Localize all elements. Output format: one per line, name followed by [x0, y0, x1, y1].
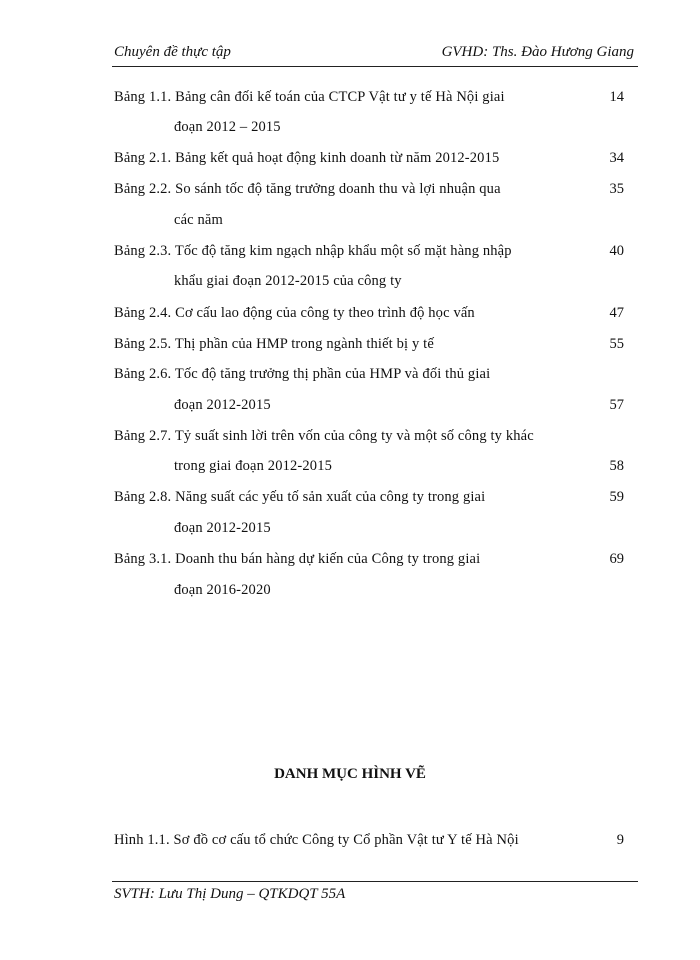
page-footer: SVTH: Lưu Thị Dung – QTKDQT 55A: [114, 886, 346, 902]
entry-page: 40: [609, 243, 624, 259]
toc-entry[interactable]: [114, 150, 499, 167]
entry-label: Bảng 1.1.: [114, 89, 172, 105]
entry-label: Hình 1.1.: [114, 832, 170, 848]
entry-page: 57: [609, 397, 624, 413]
entry-page: 9: [616, 832, 624, 848]
entry-title-cont: khẩu giai đoạn 2012-2015 của công ty: [174, 273, 402, 289]
entry-title-cont: các năm: [174, 212, 223, 228]
entry-title: So sánh tốc độ tăng trưởng doanh thu và lợi nhuận qua: [175, 181, 501, 197]
entry-title: Thị phần của HMP trong ngành thiết bị y tế: [174, 336, 434, 352]
toc-entry[interactable]: [114, 428, 534, 445]
entry-label: Bảng 2.6.: [114, 366, 172, 382]
entry-title: Bảng cân đối kế toán của CTCP Vật tư y tế Hà Nội giai: [175, 89, 505, 105]
entry-page: 58: [609, 458, 624, 474]
toc-entry[interactable]: [114, 336, 434, 353]
entry-label: Bảng 2.8.: [114, 489, 172, 505]
entry-page: 14: [609, 89, 624, 105]
header-advisor: GVHD: Ths. Đào Hương Giang: [441, 44, 634, 60]
entry-title-cont: đoạn 2012-2015: [174, 520, 271, 536]
entry-label: Bảng 2.7.: [114, 428, 172, 444]
entry-title: Doanh thu bán hàng dự kiến của Công ty trong giai: [175, 551, 481, 567]
entry-label: Bảng 2.5.: [114, 336, 172, 352]
entry-title-cont: đoạn 2016-2020: [174, 582, 271, 598]
toc-entry[interactable]: [114, 366, 490, 383]
entry-page: 34: [609, 150, 624, 166]
toc-entry[interactable]: [114, 551, 480, 568]
entry-label: Bảng 3.1.: [114, 551, 172, 567]
toc-entry[interactable]: [114, 89, 505, 106]
entry-page: 59: [609, 489, 624, 505]
entry-label: Bảng 2.3.: [114, 243, 172, 259]
entry-page: 69: [609, 551, 624, 567]
entry-page: 55: [609, 336, 624, 352]
entry-label: Bảng 2.4.: [114, 305, 172, 321]
entry-title-cont: đoạn 2012-2015: [174, 397, 271, 413]
entry-label: Bảng 2.2.: [114, 181, 172, 197]
toc-entry[interactable]: [114, 489, 485, 506]
header-course: Chuyên đề thực tập: [114, 44, 231, 60]
entry-title: Cơ cấu lao động của công ty theo trình độ học vấn: [175, 305, 475, 321]
entry-title: Bảng kết quả hoạt động kinh doanh từ năm 2012-2015: [175, 150, 500, 166]
entry-title: Sơ đồ cơ cấu tổ chức Công ty Cổ phần Vật tư Y tế Hà Nội: [173, 832, 519, 848]
header-rule: [112, 66, 638, 67]
entry-page: 35: [609, 181, 624, 197]
entry-title: Tốc độ tăng kim ngạch nhập khẩu một số mặt hàng nhập: [174, 243, 512, 259]
entry-title-cont: đoạn 2012 – 2015: [174, 119, 281, 135]
toc-entry[interactable]: [114, 181, 501, 198]
entry-title: Tốc độ tăng trưởng thị phần của HMP và đối thủ giai: [174, 366, 491, 382]
figures-heading: DANH MỤC HÌNH VẼ: [274, 766, 426, 782]
entry-title: Năng suất các yếu tố sản xuất của công ty trong giai: [175, 489, 486, 505]
entry-page: 47: [609, 305, 624, 321]
toc-entry[interactable]: [114, 832, 519, 849]
entry-title-cont: trong giai đoạn 2012-2015: [174, 458, 332, 474]
toc-entry[interactable]: [114, 305, 475, 322]
toc-entry[interactable]: [114, 243, 512, 260]
entry-label: Bảng 2.1.: [114, 150, 172, 166]
footer-rule: [112, 881, 638, 882]
entry-title: Tỷ suất sinh lời trên vốn của công ty và một số công ty khác: [174, 428, 534, 444]
